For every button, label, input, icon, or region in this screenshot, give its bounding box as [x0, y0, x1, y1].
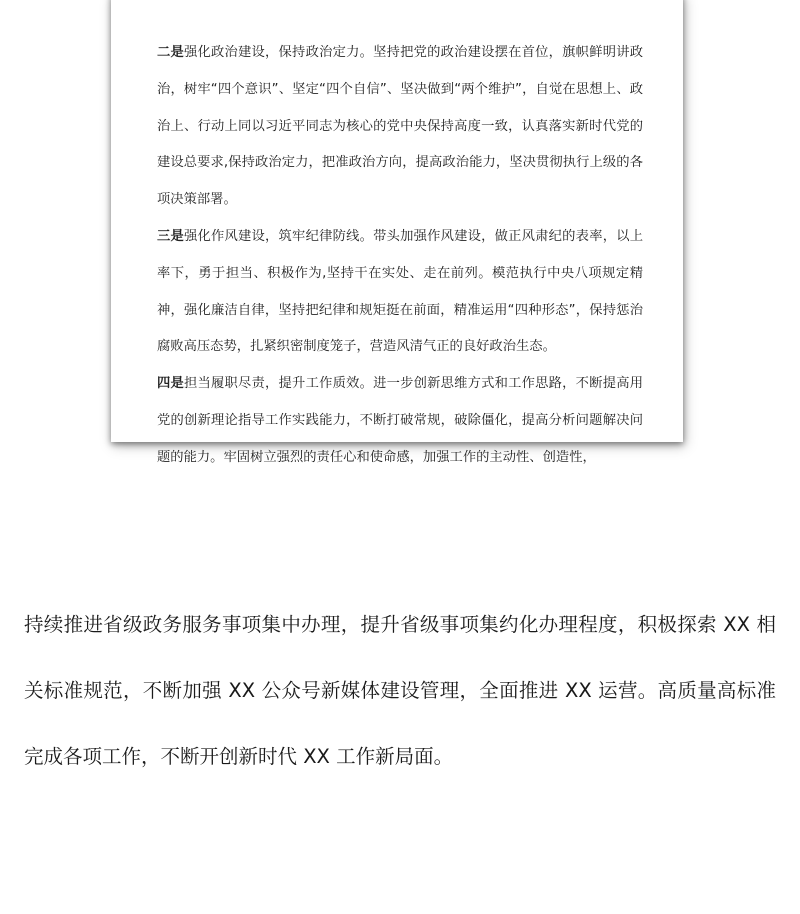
paragraph-text: 强化作风建设，筑牢纪律防线。带头加强作风建设，做正风肃纪的表率，以上率下，勇于担当、积极作为,坚持干在实处、走在前列。模范执行中央八项规定精神，强化廉洁自律，坚持把纪律和规矩挺在前面，精准运用“四种形态”，保持惩治腐败高压态势，扎紧织密制度笼子，营造风清气正的良好政治生态。	[157, 228, 644, 355]
paragraph-third-point	[157, 219, 643, 366]
paragraph-fourth-point	[157, 366, 643, 476]
document-page-preview	[111, 0, 683, 465]
paragraph-text: 担当履职尽责，提升工作质效。进一步创新思维方式和工作思路，不断提高用党的创新理论指导工作实践能力，不断打破常规，破除僵化，提高分析问题解决问题的能力。牢固树立强烈的责任心和使命感，加强工作的主动性、创造性，	[157, 376, 644, 465]
document-page-content	[157, 35, 643, 477]
paragraph-lead: 四是	[157, 376, 185, 392]
paragraph-second-point	[157, 35, 643, 219]
body-paragraph: 持续推进省级政务服务事项集中办理，提升省级事项集约化办理程度，积极探索 XX 相关标准规范，不断加强 XX 公众号新媒体建设管理，全面推进 XX 运营。高质量高标准完成各项工作，不断开创新时代 XX 工作新局面。	[24, 613, 776, 768]
paragraph-lead: 二是	[157, 45, 185, 60]
paragraph-text: 强化政治建设，保持政治定力。坚持把党的政治建设摆在首位，旗帜鲜明讲政治，树牢“四个意识”、坚定“四个自信”、坚决做到“两个维护”，自觉在思想上、政治上、行动上同以习近平同志为核心的党中央保持高度一致，认真落实新时代党的建设总要求,保持政治定力，把准政治方向，提高政治能力，坚决贯彻执行上级的各项决策部署。	[157, 45, 644, 208]
paragraph-lead: 三是	[157, 228, 185, 244]
body-text-section	[24, 592, 776, 790]
